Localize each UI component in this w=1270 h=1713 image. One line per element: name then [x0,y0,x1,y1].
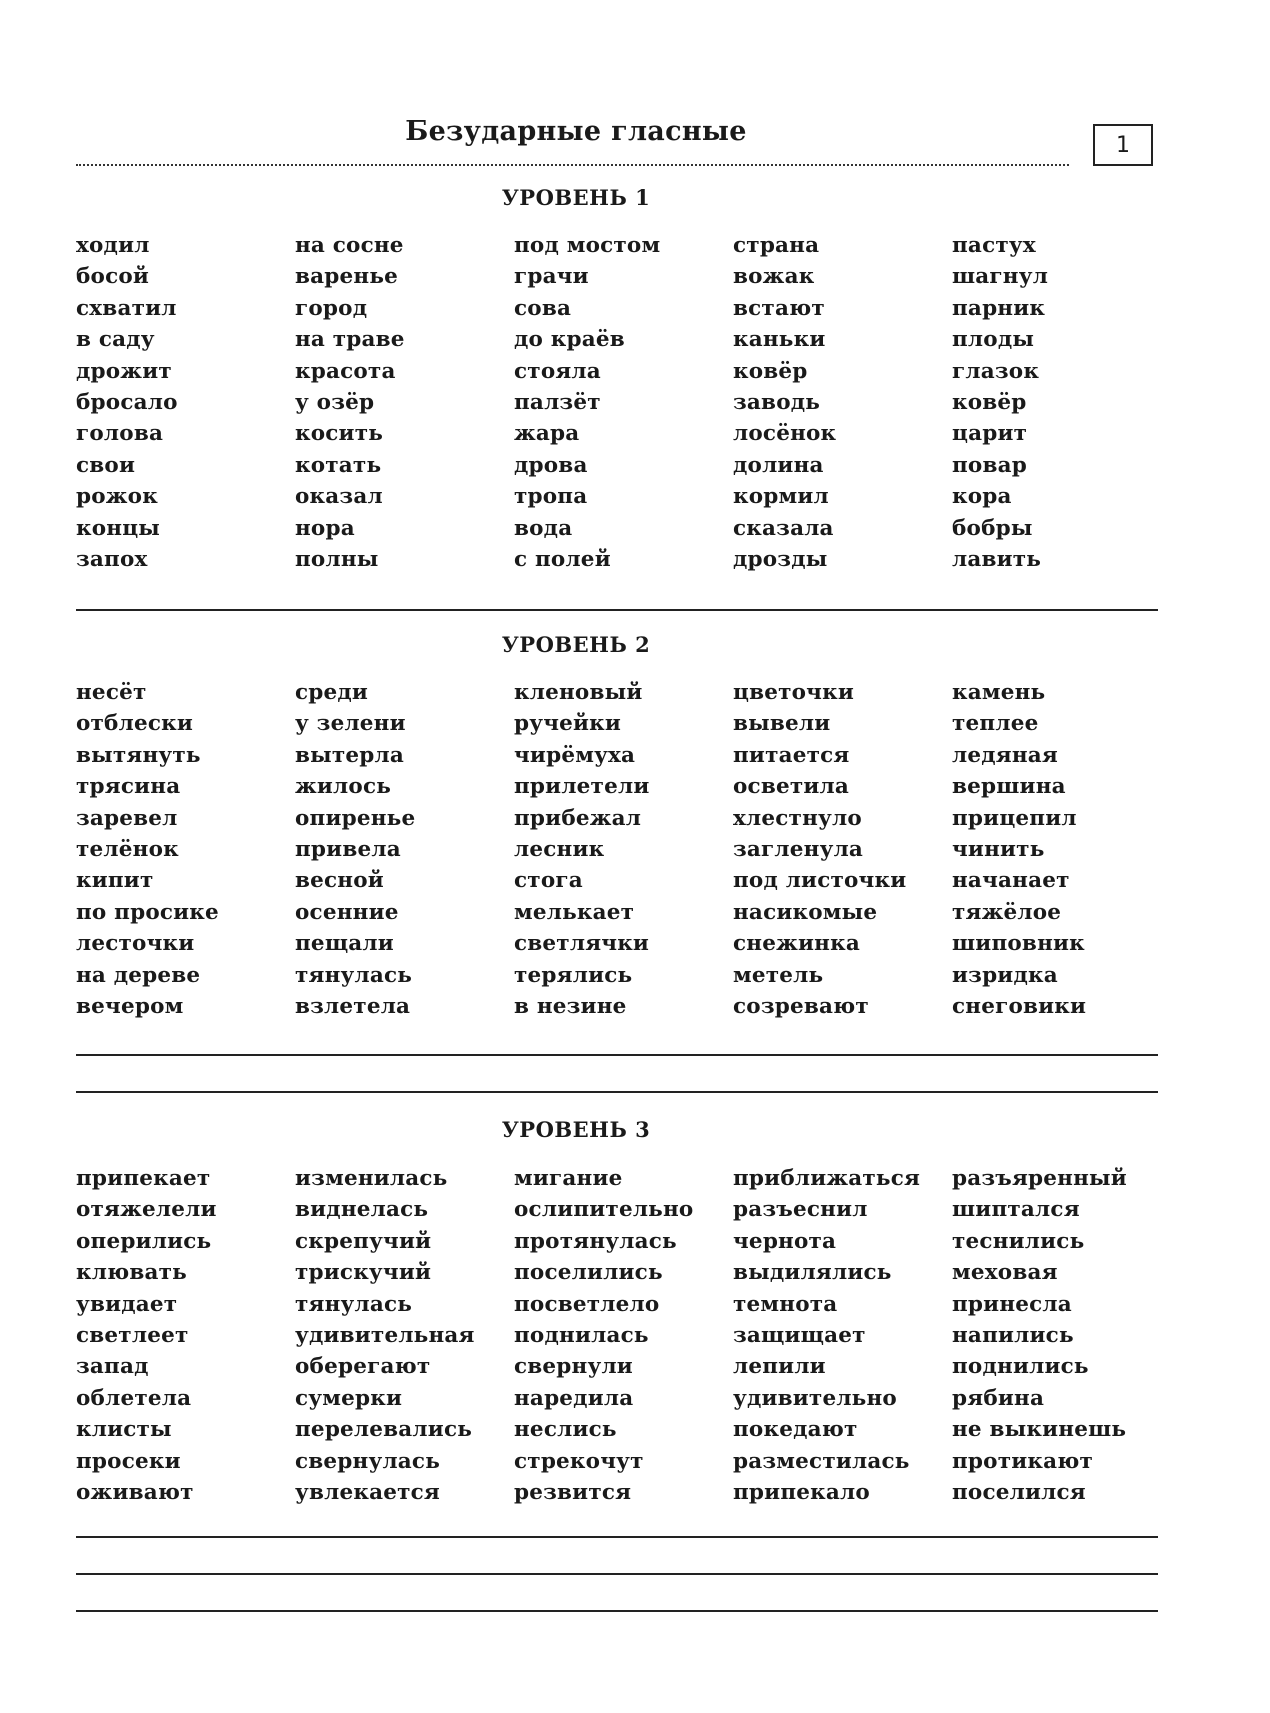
word-item: удивительно [733,1385,897,1411]
word-item: напились [952,1322,1074,1348]
word-item: чернота [733,1228,837,1254]
word-item: сова [514,295,572,321]
word-item: насикомые [733,899,878,925]
word-item: взлетела [295,993,411,1019]
level-1-word-grid [76,230,1166,575]
word-item: прицепил [952,805,1077,831]
word-item: кора [952,484,1012,510]
word-item: созревают [733,993,869,1019]
word-item: у озёр [295,389,375,415]
word-item: под мостом [514,233,661,258]
word-item: снежинка [733,931,860,957]
answer-line [76,1054,1158,1056]
word-item: увидает [76,1291,178,1317]
word-item: кипит [76,868,154,894]
word-item: стрекочут [514,1448,644,1474]
answer-line [76,1610,1158,1612]
word-item: ручейки [514,711,622,737]
word-item: поселился [952,1479,1086,1505]
word-item: прибежал [514,805,642,831]
word-item: покедают [733,1417,858,1443]
word-item: бросало [76,389,178,415]
word-item: удивительная [295,1322,475,1348]
word-item: царит [952,421,1028,447]
word-item: прилетели [514,774,650,800]
word-item: вода [514,515,573,541]
word-item: трискучий [295,1260,432,1286]
word-item: лосёнок [733,421,837,447]
word-item: дрозды [733,546,828,572]
level-1-title: УРОВЕНЬ 1 [501,185,651,210]
word-item: протикают [952,1448,1094,1474]
word-item: перелевались [295,1417,473,1443]
word-item: встают [733,295,825,321]
word-item: осветила [733,774,850,800]
answer-line [76,1091,1158,1093]
word-item: жилось [295,774,392,800]
word-item: в незине [514,993,627,1019]
word-item: резвится [514,1479,632,1505]
word-item: шиптался [952,1197,1080,1223]
word-item: ледяная [952,742,1059,768]
word-item: мигание [514,1166,623,1191]
word-item: палзёт [514,389,601,415]
word-item: среди [295,680,369,705]
word-item: тропа [514,484,588,510]
word-item: стояла [514,358,601,384]
word-item: неслись [514,1417,617,1443]
level-2-word-grid [76,677,1166,1022]
word-item: вечером [76,993,184,1019]
word-item: опиренье [295,805,416,831]
word-item: город [295,295,368,321]
word-item: котать [295,452,382,478]
word-item: разъяренный [952,1166,1127,1191]
word-item: поднилась [514,1322,649,1348]
word-item: хлестнуло [733,805,862,831]
word-item: привела [295,836,401,862]
word-item: глазок [952,358,1040,384]
level-2-title: УРОВЕНЬ 2 [501,632,651,657]
word-item: ходил [76,233,150,258]
word-item: концы [76,515,161,541]
word-item: меховая [952,1260,1058,1286]
word-item: тянулась [295,962,413,988]
word-item: трясина [76,774,181,800]
word-item: снеговики [952,993,1087,1019]
word-item: припекает [76,1166,211,1191]
page-title: Безударные гласные [405,116,747,147]
word-item: полны [295,546,379,572]
word-item: теплее [952,711,1039,737]
word-item: несёт [76,680,147,705]
word-item: у зелени [295,711,406,737]
word-item: пещали [295,931,394,957]
word-item: питается [733,742,850,768]
word-item: нора [295,515,355,541]
word-item: лесник [514,836,605,862]
word-item: разъеснил [733,1197,868,1223]
word-item: плоды [952,327,1035,353]
word-item: темнота [733,1291,838,1317]
word-item: долина [733,452,824,478]
title-dotted-rule [76,164,1069,166]
word-item: наредила [514,1385,634,1411]
word-item: увлекается [295,1479,440,1505]
word-item: повар [952,452,1027,478]
word-item: отяжелели [76,1197,217,1223]
word-item: загленула [733,836,864,862]
word-item: шиповник [952,931,1085,957]
word-item: вершина [952,774,1066,800]
word-item: лепили [733,1354,826,1380]
word-item: посветлело [514,1291,660,1317]
word-item: виднелась [295,1197,429,1223]
word-item: заводь [733,389,821,415]
word-item: рябина [952,1385,1045,1411]
word-item: поднились [952,1354,1089,1380]
word-item: под листочки [733,868,907,894]
word-item: вожак [733,264,815,290]
word-item: оживают [76,1479,194,1505]
word-item: вытерла [295,742,405,768]
word-item: оперились [76,1228,212,1254]
word-item: теснились [952,1228,1085,1254]
word-item: изменилась [295,1166,448,1191]
word-item: на дереве [76,962,201,988]
word-item: тяжёлое [952,899,1062,925]
level-3-title: УРОВЕНЬ 3 [501,1117,651,1142]
word-item: оберегают [295,1354,431,1380]
word-item: по просике [76,899,219,925]
word-item: клювать [76,1260,187,1286]
word-item: до краёв [514,327,625,353]
word-item: выдилялись [733,1260,892,1286]
word-item: жара [514,421,580,447]
word-item: телёнок [76,836,179,862]
word-item: красота [295,358,396,384]
word-item: просеки [76,1448,181,1474]
word-item: пастух [952,233,1036,258]
answer-line [76,1536,1158,1538]
answer-line [76,609,1158,611]
word-item: на сосне [295,233,404,258]
word-item: кормил [733,484,829,510]
word-item: сказала [733,515,834,541]
word-item: весной [295,868,384,894]
word-item: поселились [514,1260,663,1286]
word-item: осенние [295,899,399,925]
word-item: разместилась [733,1448,910,1474]
word-item: ослипительно [514,1197,694,1223]
word-item: начанает [952,868,1070,894]
word-item: косить [295,421,384,447]
word-item: сумерки [295,1385,403,1411]
word-item: приближаться [733,1166,921,1191]
word-item: оказал [295,484,383,510]
word-item: принесла [952,1291,1072,1317]
word-item: вывели [733,711,831,737]
word-item: лесточки [76,931,195,957]
word-item: с полей [514,546,611,572]
word-item: светлеет [76,1322,189,1348]
word-item: дрова [514,452,588,478]
word-item: босой [76,264,150,290]
word-item: парник [952,295,1046,321]
word-item: стога [514,868,583,894]
page-number: 1 [1116,132,1130,158]
word-item: варенье [295,264,398,290]
word-item: вытянуть [76,742,201,768]
word-item: не выкинешь [952,1417,1127,1443]
word-item: схватил [76,295,177,321]
word-item: грачи [514,264,589,290]
word-item: в саду [76,327,155,353]
word-item: камень [952,680,1046,705]
word-item: тянулась [295,1291,413,1317]
word-item: метель [733,962,824,988]
page-number-box [1093,124,1153,166]
word-item: терялись [514,962,633,988]
word-item: облетела [76,1385,192,1411]
word-item: припекало [733,1479,870,1505]
word-item: мелькает [514,899,635,925]
word-item: лавить [952,546,1042,572]
word-item: свернулась [295,1448,441,1474]
word-item: протянулась [514,1228,677,1254]
word-item: запох [76,546,148,572]
word-item: дрожит [76,358,172,384]
word-item: клисты [76,1417,172,1443]
word-item: отблески [76,711,194,737]
word-item: изридка [952,962,1058,988]
level-3-word-grid [76,1163,1166,1508]
word-item: ковёр [733,358,808,384]
word-item: защищает [733,1322,866,1348]
word-item: шагнул [952,264,1049,290]
word-item: заревел [76,805,178,831]
word-item: бобры [952,515,1033,541]
word-item: светлячки [514,931,650,957]
word-item: чирёмуха [514,742,636,768]
word-item: каньки [733,327,826,353]
word-item: запад [76,1354,149,1380]
word-item: чинить [952,836,1045,862]
word-item: на траве [295,327,405,353]
word-item: цветочки [733,680,854,705]
word-item: рожок [76,484,158,510]
word-item: страна [733,233,820,258]
word-item: голова [76,421,164,447]
word-item: свои [76,452,136,478]
word-item: ковёр [952,389,1027,415]
word-item: скрепучий [295,1228,432,1254]
word-item: кленовый [514,680,643,705]
word-item: свернули [514,1354,633,1380]
answer-line [76,1573,1158,1575]
